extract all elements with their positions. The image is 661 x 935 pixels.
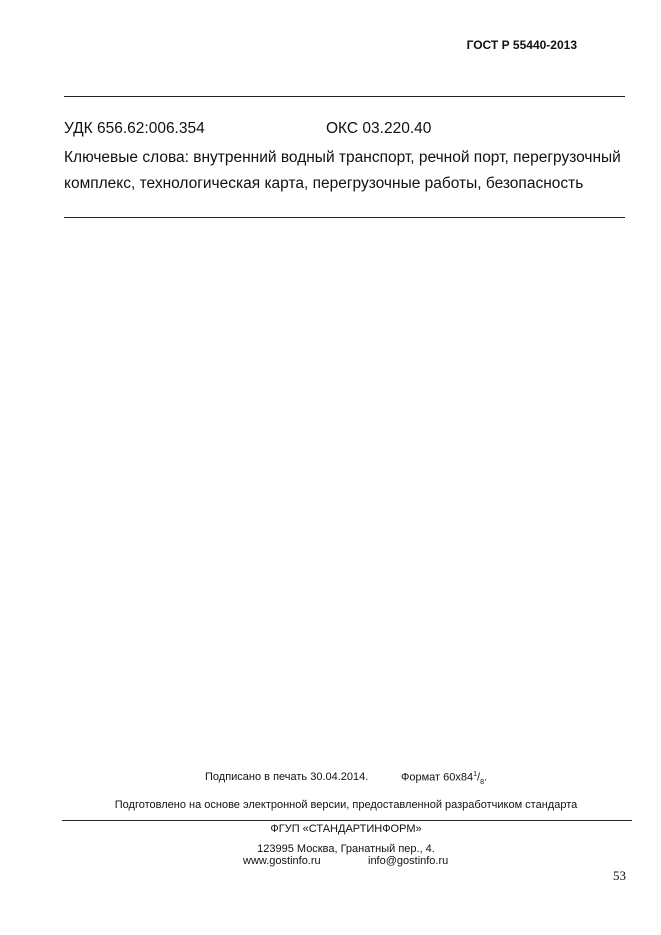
format-denominator: 8: [480, 778, 484, 786]
signed-to-print: Подписано в печать 30.04.2014.: [205, 771, 369, 783]
page-number: 53: [613, 868, 626, 883]
keywords-line-1: Ключевые слова: внутренний водный транспорт, речной порт, перегрузочный: [64, 149, 621, 166]
oks-code: ОКС 03.220.40: [326, 120, 432, 137]
publisher-email[interactable]: info@gostinfo.ru: [368, 855, 449, 867]
document-header-id: ГОСТ Р 55440-2013: [466, 38, 577, 52]
format-numerator: 1: [473, 771, 478, 778]
top-divider: [64, 96, 625, 97]
publisher-website[interactable]: www.gostinfo.ru: [243, 855, 321, 867]
keywords-divider: [64, 217, 625, 218]
publisher-address: 123995 Москва, Гранатный пер., 4.: [257, 843, 435, 855]
publisher-name: ФГУП «СТАНДАРТИНФОРМ»: [270, 823, 422, 835]
format-suffix: .: [483, 771, 488, 784]
keywords-line-2: комплекс, технологическая карта, перегрузочные работы, безопасность: [64, 175, 584, 192]
format-prefix: Формат 60х84: [401, 771, 474, 784]
udk-code: УДК 656.62:006.354: [64, 120, 205, 137]
prepared-note: Подготовлено на основе электронной версии, предоставленной разработчиком стандарта: [114, 799, 578, 811]
imprint-divider: [62, 820, 632, 821]
paper-format: Формат $60х84^1/_8$.: [401, 771, 488, 786]
